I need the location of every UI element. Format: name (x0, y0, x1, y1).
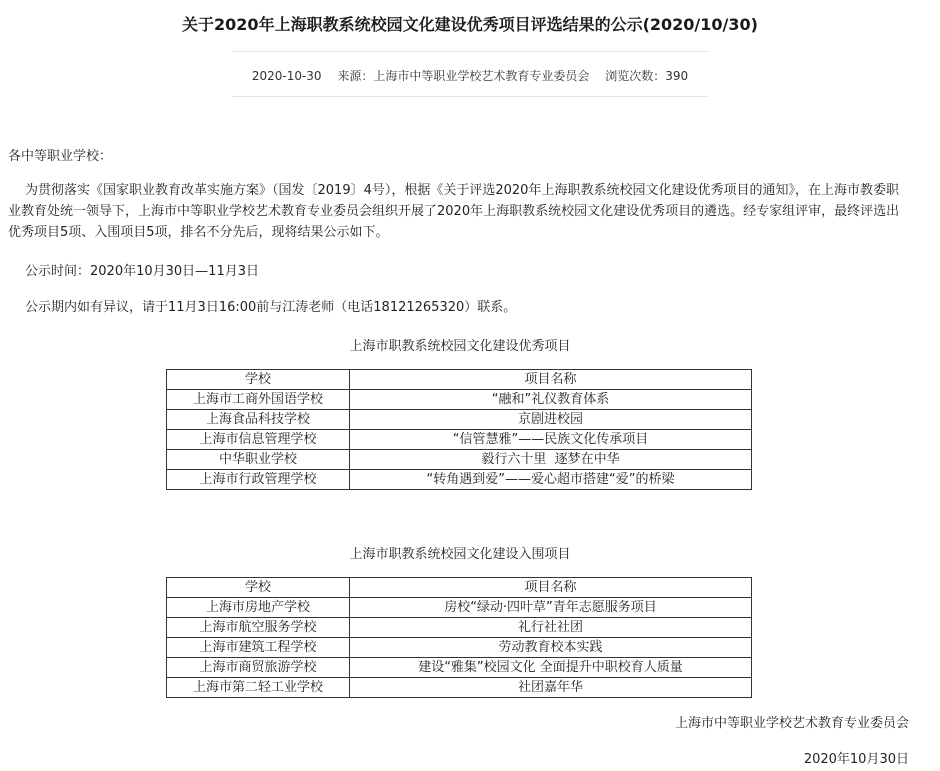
source: 来源：上海市中等职业学校艺术教育专业委员会 (337, 69, 590, 83)
project-cell: 京剧进校园 (350, 410, 752, 430)
school-cell: 上海市第二轻工业学校 (167, 678, 350, 698)
table-row (167, 410, 752, 430)
school-cell: 上海市房地产学校 (167, 598, 350, 618)
header-project: 项目名称 (350, 370, 752, 390)
project-cell: 建设“雅集”校园文化 全面提升中职校育人质量 (350, 658, 752, 678)
school-cell: 上海市商贸旅游学校 (167, 658, 350, 678)
greeting: 各中等职业学校： (8, 149, 113, 164)
school-cell: 上海市行政管理学校 (167, 470, 350, 490)
project-cell: 毅行六十里 逐梦在中华 (350, 450, 752, 470)
excellent-projects-table (166, 369, 752, 490)
school-cell: 上海市信息管理学校 (167, 430, 350, 450)
table-header-row (167, 578, 752, 598)
intro-paragraph: 为贯彻落实《国家职业教育改革实施方案》（国发〔2019〕4号），根据《关于评选2020年上海职教系统校园文化建设优秀项目的通知》，在上海市教委职业教育处统一领导下，上海市中等职业学校艺术教育专业委员会组织开展了2020年上海职教系统校园文化建设优秀项目的遴选。经专家组评审，最终评选出优秀项目5项、入围项目5项，排名不分先后，现将结果公示如下。 (8, 183, 900, 240)
signature-date: 2020年10月30日 (803, 752, 909, 767)
project-cell: “融和”礼仪教育体系 (350, 390, 752, 410)
project-cell: “信管慧雅”——民族文化传承项目 (350, 430, 752, 450)
school-cell: 上海市建筑工程学校 (167, 638, 350, 658)
table-row (167, 638, 752, 658)
table-row (167, 598, 752, 618)
page-title: 关于2020年上海职教系统校园文化建设优秀项目评选结果的公示(2020/10/30) (182, 15, 758, 34)
article-meta (0, 67, 940, 84)
project-cell: 劳动教育校本实践 (350, 638, 752, 658)
table-row (167, 658, 752, 678)
school-cell: 上海食品科技学校 (167, 410, 350, 430)
table-row (167, 450, 752, 470)
table-row (167, 390, 752, 410)
contact-info: 公示期内如有异议，请于11月3日16:00前与江涛老师（电话18121265320）联系。 (25, 300, 517, 315)
school-cell: 上海市航空服务学校 (167, 618, 350, 638)
header-school: 学校 (167, 370, 350, 390)
title-divider (232, 51, 708, 52)
publish-date: 2020-10-30 (251, 69, 322, 83)
project-cell: 礼行社社团 (350, 618, 752, 638)
header-project: 项目名称 (350, 578, 752, 598)
finalist-table-caption: 上海市职教系统校园文化建设入围项目 (349, 547, 571, 562)
project-cell: 社团嘉年华 (350, 678, 752, 698)
school-cell: 上海市工商外国语学校 (167, 390, 350, 410)
table-row (167, 678, 752, 698)
header-school: 学校 (167, 578, 350, 598)
meta-divider (232, 96, 708, 97)
table-row (167, 470, 752, 490)
project-cell: 房校“绿动·四叶草”青年志愿服务项目 (350, 598, 752, 618)
excellent-table-caption: 上海市职教系统校园文化建设优秀项目 (349, 339, 571, 354)
table-row (167, 618, 752, 638)
view-count: 浏览次数：390 (605, 69, 689, 83)
table-header-row (167, 370, 752, 390)
publicity-period: 公示时间：2020年10月30日—11月3日 (25, 264, 259, 279)
table-row (167, 430, 752, 450)
project-cell: “转角遇到爱”——爱心超市搭建“爱”的桥梁 (350, 470, 752, 490)
signature-org: 上海市中等职业学校艺术教育专业委员会 (674, 716, 909, 731)
finalist-projects-table (166, 577, 752, 698)
school-cell: 中华职业学校 (167, 450, 350, 470)
